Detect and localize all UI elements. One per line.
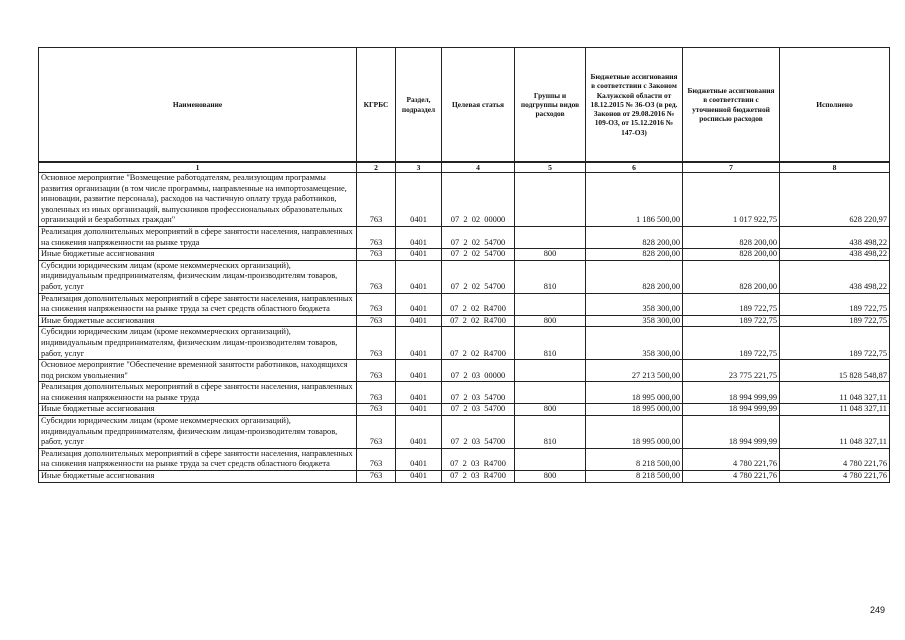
row-group: 800 — [515, 249, 586, 261]
budget-table — [38, 47, 890, 483]
header-row — [39, 48, 890, 163]
row-target: 07 2 02 54700 — [442, 260, 515, 293]
row-section: 0401 — [396, 315, 442, 327]
row-group: 800 — [515, 315, 586, 327]
row-name: Иные бюджетные ассигнования — [39, 404, 357, 416]
row-section: 0401 — [396, 471, 442, 483]
table-row — [39, 226, 890, 248]
row-law: 18 995 000,00 — [586, 416, 683, 449]
row-roll: 18 994 999,99 — [683, 404, 780, 416]
row-kgrbs: 763 — [357, 404, 396, 416]
row-name: Реализация дополнительных мероприятий в сфере занятости населения, направленных на снижения напряженности на рынке труда — [39, 226, 357, 248]
row-law: 8 218 500,00 — [586, 471, 683, 483]
row-target: 07 2 02 R4700 — [442, 327, 515, 360]
row-target: 07 2 02 54700 — [442, 249, 515, 261]
row-roll: 18 994 999,99 — [683, 382, 780, 404]
row-group: 810 — [515, 327, 586, 360]
row-group: 800 — [515, 404, 586, 416]
row-kgrbs: 763 — [357, 448, 396, 470]
column-number: 4 — [442, 162, 515, 173]
row-group — [515, 382, 586, 404]
row-section: 0401 — [396, 404, 442, 416]
row-done: 15 828 548,87 — [780, 360, 890, 382]
row-law: 828 200,00 — [586, 249, 683, 261]
row-section: 0401 — [396, 260, 442, 293]
row-group — [515, 360, 586, 382]
table-row — [39, 471, 890, 483]
row-target: 07 2 03 54700 — [442, 416, 515, 449]
row-done: 628 220,97 — [780, 173, 890, 227]
row-group: 810 — [515, 416, 586, 449]
row-done: 438 498,22 — [780, 249, 890, 261]
row-section: 0401 — [396, 416, 442, 449]
row-roll: 4 780 221,76 — [683, 448, 780, 470]
row-target: 07 2 03 54700 — [442, 382, 515, 404]
row-law: 18 995 000,00 — [586, 404, 683, 416]
row-law: 828 200,00 — [586, 260, 683, 293]
table-row — [39, 448, 890, 470]
row-name: Реализация дополнительных мероприятий в сфере занятости населения, направленных на снижения напряженности на рынке труда за счет средств областного бюджета — [39, 293, 357, 315]
row-name: Иные бюджетные ассигнования — [39, 471, 357, 483]
row-section: 0401 — [396, 173, 442, 227]
row-done: 189 722,75 — [780, 293, 890, 315]
row-roll: 828 200,00 — [683, 249, 780, 261]
row-target: 07 2 03 R4700 — [442, 448, 515, 470]
row-target: 07 2 02 00000 — [442, 173, 515, 227]
row-law: 27 213 500,00 — [586, 360, 683, 382]
column-number: 5 — [515, 162, 586, 173]
row-section: 0401 — [396, 448, 442, 470]
table-row — [39, 404, 890, 416]
row-group: 810 — [515, 260, 586, 293]
row-kgrbs: 763 — [357, 360, 396, 382]
row-roll: 23 775 221,75 — [683, 360, 780, 382]
row-group: 800 — [515, 471, 586, 483]
row-roll: 18 994 999,99 — [683, 416, 780, 449]
row-group — [515, 448, 586, 470]
row-roll: 828 200,00 — [683, 226, 780, 248]
row-section: 0401 — [396, 226, 442, 248]
row-done: 189 722,75 — [780, 327, 890, 360]
row-section: 0401 — [396, 382, 442, 404]
row-law: 828 200,00 — [586, 226, 683, 248]
row-roll: 828 200,00 — [683, 260, 780, 293]
row-kgrbs: 763 — [357, 249, 396, 261]
row-name: Субсидии юридическим лицам (кроме некоммерческих организаций), индивидуальным предпринимателям, физическим лицам-производителям товаров, работ, услуг — [39, 327, 357, 360]
row-target: 07 2 02 54700 — [442, 226, 515, 248]
column-number: 8 — [780, 162, 890, 173]
row-roll: 1 017 922,75 — [683, 173, 780, 227]
row-name: Реализация дополнительных мероприятий в сфере занятости населения, направленных на снижения напряженности на рынке труда — [39, 382, 357, 404]
row-group — [515, 293, 586, 315]
column-number: 2 — [357, 162, 396, 173]
row-kgrbs: 763 — [357, 382, 396, 404]
table-row — [39, 249, 890, 261]
table-row — [39, 382, 890, 404]
table-row — [39, 260, 890, 293]
row-target: 07 2 02 R4700 — [442, 315, 515, 327]
row-section: 0401 — [396, 293, 442, 315]
table-row — [39, 416, 890, 449]
row-law: 358 300,00 — [586, 315, 683, 327]
row-done: 189 722,75 — [780, 315, 890, 327]
row-kgrbs: 763 — [357, 327, 396, 360]
row-target: 07 2 03 54700 — [442, 404, 515, 416]
header-executed: Исполнено — [780, 48, 890, 163]
column-number: 3 — [396, 162, 442, 173]
row-name: Иные бюджетные ассигнования — [39, 249, 357, 261]
header-roll-allocations: Бюджетные ассигнования в соответствии с уточненной бюджетной росписью расходов — [683, 48, 780, 163]
row-kgrbs: 763 — [357, 315, 396, 327]
row-kgrbs: 763 — [357, 471, 396, 483]
row-target: 07 2 03 00000 — [442, 360, 515, 382]
row-kgrbs: 763 — [357, 173, 396, 227]
column-number: 6 — [586, 162, 683, 173]
table-row — [39, 327, 890, 360]
row-group — [515, 226, 586, 248]
row-law: 8 218 500,00 — [586, 448, 683, 470]
row-name: Основное мероприятие "Возмещение работодателям, реализующим программы развития организации (в том числе программы, направленные на импортозамещение, инновации, развитие персонала), расходов на частичную оплату труда работников, уволенных из иных организаций, выпускников профессиональных образовательных организаций и безработных граждан" — [39, 173, 357, 227]
header-group: Группы и подгруппы видов расходов — [515, 48, 586, 163]
header-kgrbs: КГРБС — [357, 48, 396, 163]
row-section: 0401 — [396, 249, 442, 261]
table-row — [39, 315, 890, 327]
row-law: 1 186 500,00 — [586, 173, 683, 227]
row-roll: 189 722,75 — [683, 293, 780, 315]
row-kgrbs: 763 — [357, 260, 396, 293]
column-number: 1 — [39, 162, 357, 173]
row-roll: 4 780 221,76 — [683, 471, 780, 483]
row-section: 0401 — [396, 360, 442, 382]
row-law: 358 300,00 — [586, 293, 683, 315]
row-name: Основное мероприятие "Обеспечение временной занятости работников, находящихся под риском увольнения" — [39, 360, 357, 382]
row-kgrbs: 763 — [357, 226, 396, 248]
row-target: 07 2 03 R4700 — [442, 471, 515, 483]
row-done: 438 498,22 — [780, 226, 890, 248]
row-roll: 189 722,75 — [683, 315, 780, 327]
row-done: 11 048 327,11 — [780, 382, 890, 404]
table-row — [39, 360, 890, 382]
row-kgrbs: 763 — [357, 293, 396, 315]
row-roll: 189 722,75 — [683, 327, 780, 360]
table-row — [39, 293, 890, 315]
column-number-row — [39, 162, 890, 173]
row-done: 11 048 327,11 — [780, 404, 890, 416]
row-law: 18 995 000,00 — [586, 382, 683, 404]
row-done: 11 048 327,11 — [780, 416, 890, 449]
row-done: 438 498,22 — [780, 260, 890, 293]
column-number: 7 — [683, 162, 780, 173]
row-name: Субсидии юридическим лицам (кроме некоммерческих организаций), индивидуальным предпринимателям, физическим лицам-производителям товаров, работ, услуг — [39, 260, 357, 293]
row-kgrbs: 763 — [357, 416, 396, 449]
header-target: Целевая статья — [442, 48, 515, 163]
page-number: 249 — [869, 605, 885, 615]
row-name: Иные бюджетные ассигнования — [39, 315, 357, 327]
header-section: Раздел, подраздел — [396, 48, 442, 163]
row-done: 4 780 221,76 — [780, 448, 890, 470]
row-target: 07 2 02 R4700 — [442, 293, 515, 315]
row-done: 4 780 221,76 — [780, 471, 890, 483]
row-group — [515, 173, 586, 227]
row-name: Субсидии юридическим лицам (кроме некоммерческих организаций), индивидуальным предпринимателям, физическим лицам-производителям товаров, работ, услуг — [39, 416, 357, 449]
row-section: 0401 — [396, 327, 442, 360]
header-name: Наименование — [39, 48, 357, 163]
header-law-allocations: Бюджетные ассигнования в соответствии с Законом Калужской области от 18.12.2015 № 36-ОЗ (в ред. Законов от 29.08.2016 № 109-ОЗ, от 15.12.2016 № 147-ОЗ) — [586, 48, 683, 163]
table-row — [39, 173, 890, 227]
row-name: Реализация дополнительных мероприятий в сфере занятости населения, направленных на снижения напряженности на рынке труда за счет средств областного бюджета — [39, 448, 357, 470]
row-law: 358 300,00 — [586, 327, 683, 360]
